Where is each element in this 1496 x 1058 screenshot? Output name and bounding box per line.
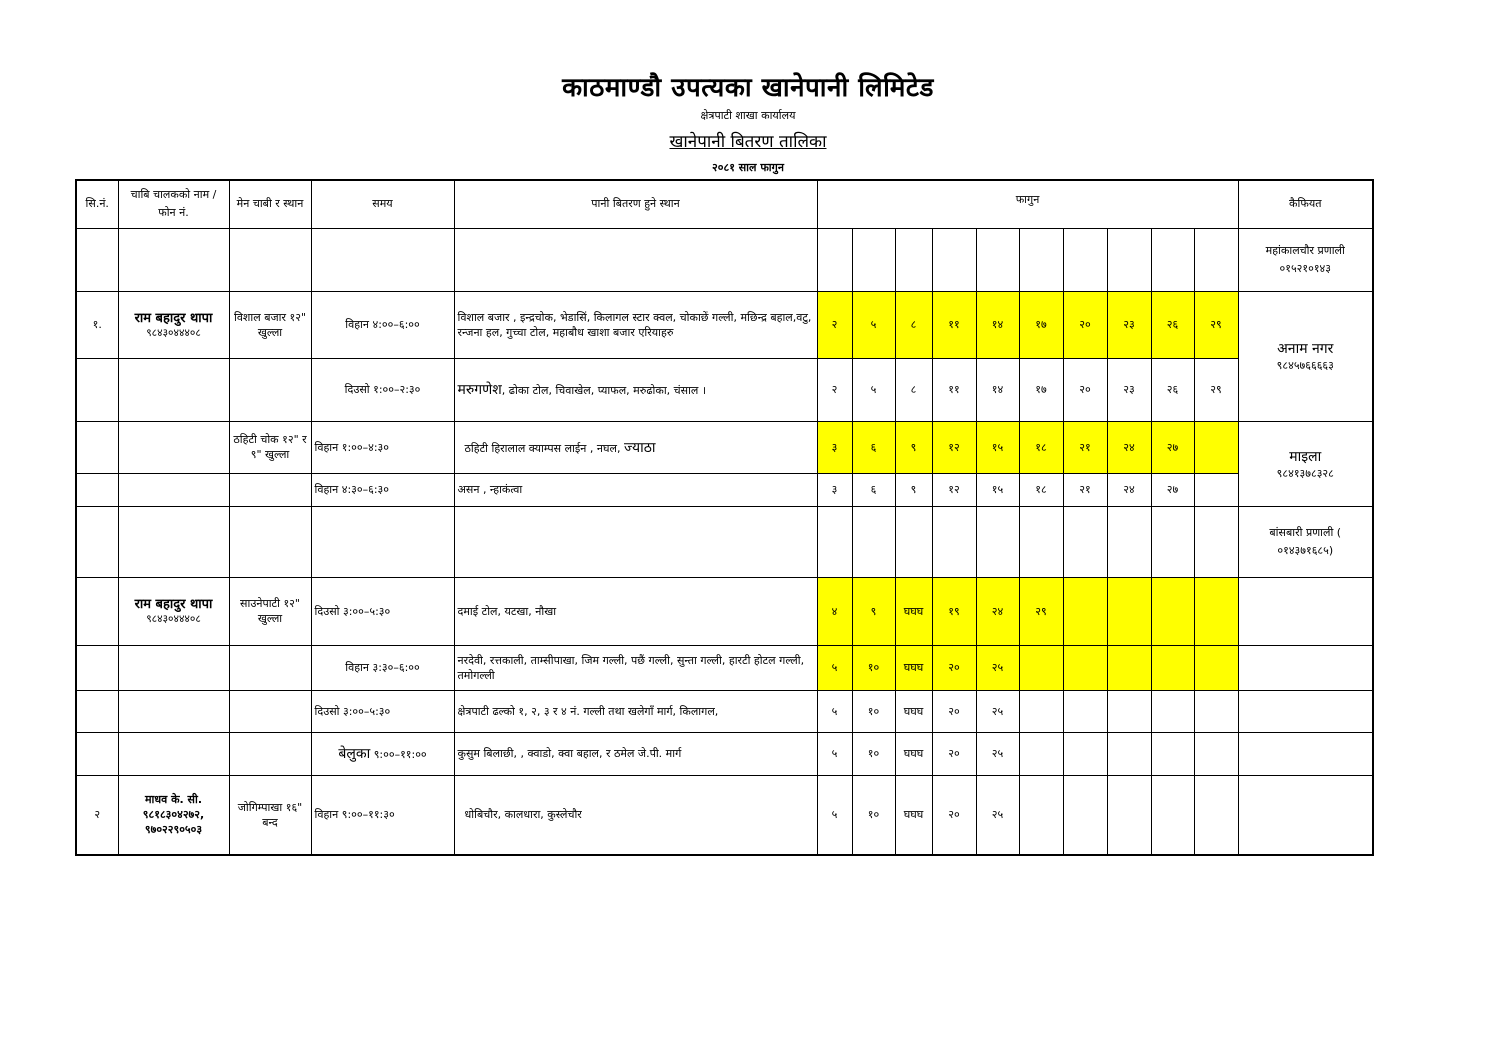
day-cell	[1107, 577, 1151, 645]
day-cell: २४	[976, 577, 1019, 645]
day-cell	[1151, 690, 1194, 732]
day-cell: घघघ	[895, 775, 932, 855]
day-cell: १८	[1019, 473, 1063, 506]
place-highlight: मरुगणेश	[457, 382, 502, 398]
day-cell	[1151, 775, 1194, 855]
operator-name: माधव के. सी.	[144, 793, 203, 807]
time-period: बेलुका	[338, 746, 371, 762]
operator-cell	[118, 775, 229, 855]
places-cell	[454, 358, 817, 421]
day-cell: २०	[1063, 291, 1107, 358]
document-title: काठमाण्डौ उपत्यका खानेपानी लिमिटेड	[562, 73, 934, 103]
operator-cell	[118, 577, 229, 645]
day-cell	[1194, 421, 1238, 473]
col-valve: मेन चाबी र स्थान	[229, 180, 311, 228]
day-cell	[1107, 775, 1151, 855]
day-cell	[1063, 690, 1107, 732]
row-sn: १.	[76, 291, 118, 358]
day-cell: २०	[932, 775, 976, 855]
day-cell	[1063, 577, 1107, 645]
operator-phone: ९८४३०४४४०८	[146, 326, 201, 339]
day-cell: घघघ	[895, 690, 932, 732]
distribution-table	[75, 179, 1374, 856]
day-cell: २६	[1151, 291, 1194, 358]
table-row	[76, 690, 1373, 732]
day-cell: २०	[932, 645, 976, 690]
system-bansbari	[1238, 506, 1373, 577]
day-cell: ५	[817, 775, 852, 855]
day-cell: १५	[976, 421, 1019, 473]
day-cell: २	[817, 291, 852, 358]
day-cell	[1107, 645, 1151, 690]
day-cell: २३	[1107, 291, 1151, 358]
day-cell: ५	[817, 690, 852, 732]
col-sn: सि.नं.	[76, 180, 118, 228]
day-cell: २१	[1063, 421, 1107, 473]
day-cell: २९	[1019, 577, 1063, 645]
places-cell: क्षेत्रपाटी ढल्को १, २, ३ र ४ नं. गल्ली तथा खलेगाँ मार्ग, किलागल,	[454, 690, 817, 732]
valve-cell: विशाल बजार १२" खुल्ला	[229, 291, 311, 358]
operator-name: राम बहादुर थापा	[134, 310, 213, 326]
day-cell: ८	[895, 291, 932, 358]
time-cell: विहान ३:३०–६:००	[311, 645, 454, 690]
places-cell: विशाल बजार , इन्द्रचोक, भेडासिं, किलागल स्टार क्वल, चोकाछें गल्ली, मछिन्द्र बहाल,वटु, रन्जना हल, गुच्चा टोल, महाबौध खाशा बजार एरियाहरु	[454, 291, 817, 358]
day-cell: ९	[852, 577, 895, 645]
day-cell: २७	[1151, 421, 1194, 473]
day-cell: २१	[1063, 473, 1107, 506]
places-text: ठहिटी हिरालाल क्याम्पस लाईन , नघल,	[464, 441, 621, 455]
header-row	[76, 180, 1373, 228]
day-cell: २५	[976, 775, 1019, 855]
day-cell: ९	[895, 473, 932, 506]
table-row	[76, 473, 1373, 506]
operator-cell	[118, 291, 229, 358]
day-cell: ११	[932, 358, 976, 421]
valve-cell: जोगिम्पाखा १६" बन्द	[229, 775, 311, 855]
day-cell: १०	[852, 732, 895, 775]
day-cell: ५	[852, 358, 895, 421]
day-cell: ११	[932, 291, 976, 358]
day-cell	[1151, 732, 1194, 775]
time-cell: दिउसो ३:००–५:३०	[311, 577, 454, 645]
places-text: , ढोका टोल, चिवाखेल, प्याफल, मरुढोका, चंसाल ।	[501, 384, 707, 397]
place-highlight: ज्याठा	[623, 439, 656, 456]
day-cell	[1063, 732, 1107, 775]
office-name: क्षेत्रपाटी शाखा कार्यालय	[700, 109, 796, 122]
places-cell: कुसुम बिलाछी, , क्वाडो, क्वा बहाल, र ठमेल जे.पी. मार्ग	[454, 732, 817, 775]
table-row	[76, 291, 1373, 358]
day-cell: २५	[976, 732, 1019, 775]
day-cell: २०	[932, 732, 976, 775]
day-cell	[1019, 690, 1063, 732]
day-cell: १४	[976, 358, 1019, 421]
day-cell: ९	[895, 421, 932, 473]
places-text: धोबिचौर, कालधारा, कुस्लेचौर	[464, 808, 582, 822]
operator-phone: ९८१८३०४२७२,	[142, 808, 205, 822]
day-cell: २०	[932, 690, 976, 732]
day-cell	[1063, 645, 1107, 690]
places-cell: नरदेवी, रत्तकाली, ताम्सीपाखा, जिम गल्ली, पछैं गल्ली, सुन्ता गल्ली, हारटी होटल गल्ली, तमोगल्ली	[454, 645, 817, 690]
day-cell: १२	[932, 473, 976, 506]
day-cell: घघघ	[895, 577, 932, 645]
system-row	[76, 506, 1373, 577]
time-cell: दिउसो १:००–२:३०	[311, 358, 454, 421]
time-cell: दिउसो ३:००–५:३०	[311, 690, 454, 732]
day-cell: १५	[976, 473, 1019, 506]
schedule-subtitle	[0, 129, 1496, 152]
col-places: पानी बितरण हुने स्थान	[454, 180, 817, 228]
day-cell	[1019, 775, 1063, 855]
day-cell: ६	[852, 473, 895, 506]
day-cell: २५	[976, 690, 1019, 732]
subtitle-text: खानेपानी बितरण तालिका	[669, 132, 827, 152]
time-cell: विहान १:००–४:३०	[311, 421, 454, 473]
day-cell: २	[817, 358, 852, 421]
remark-cell	[1238, 421, 1373, 506]
day-cell	[1194, 645, 1238, 690]
day-cell: २४	[1107, 421, 1151, 473]
day-cell: १९	[932, 577, 976, 645]
valve-cell: ठहिटी चोक १२" र ९" खुल्ला	[229, 421, 311, 473]
day-cell: घघघ	[895, 732, 932, 775]
table-row	[76, 775, 1373, 855]
remark-cell	[1238, 291, 1373, 421]
day-cell: १७	[1019, 358, 1063, 421]
col-operator: चाबि चालकको नाम / फोन नं.	[118, 180, 229, 228]
col-month: फागुन	[817, 180, 1238, 228]
day-cell	[1151, 645, 1194, 690]
day-cell: १२	[932, 421, 976, 473]
operator-phone: ९८४३०४४४०८	[146, 613, 201, 625]
schedule-period: २०८१ साल फागुन	[712, 161, 784, 174]
day-cell: २९	[1194, 291, 1238, 358]
day-cell: २५	[976, 645, 1019, 690]
valve-cell: साउनेपाटी १२" खुल्ला	[229, 577, 311, 645]
day-cell	[1194, 690, 1238, 732]
remark-name: अनाम नगर	[1277, 341, 1334, 357]
day-cell	[1107, 690, 1151, 732]
day-cell: ३	[817, 421, 852, 473]
day-cell: २६	[1151, 358, 1194, 421]
day-cell: १०	[852, 775, 895, 855]
time-cell: विहान ९:००–११:३०	[311, 775, 454, 855]
day-cell	[1194, 732, 1238, 775]
system-row	[76, 228, 1373, 291]
places-cell: दमाई टोल, यटखा, नौखा	[454, 577, 817, 645]
day-cell: १८	[1019, 421, 1063, 473]
remark-phone: ९८४१३७८३२८	[1276, 466, 1334, 480]
day-cell: ४	[817, 577, 852, 645]
day-cell	[1063, 775, 1107, 855]
row-sn: २	[76, 775, 118, 855]
time-cell	[311, 732, 454, 775]
day-cell	[1194, 473, 1238, 506]
day-cell: ५	[817, 645, 852, 690]
day-cell: २४	[1107, 473, 1151, 506]
system-name: बांसबारी प्रणाली (	[1269, 525, 1342, 539]
system-mahankal	[1238, 228, 1373, 291]
day-cell	[1107, 732, 1151, 775]
table-row	[76, 645, 1373, 690]
time-range: ९:००–११:००	[373, 748, 427, 761]
table-row	[76, 358, 1373, 421]
day-cell: ५	[817, 732, 852, 775]
day-cell: २०	[1063, 358, 1107, 421]
system-phone: ०१५२१०१४३	[1279, 261, 1331, 275]
day-cell	[1151, 577, 1194, 645]
day-cell: १४	[976, 291, 1019, 358]
table-row	[76, 577, 1373, 645]
day-cell	[1194, 577, 1238, 645]
day-cell: १०	[852, 690, 895, 732]
table-row	[76, 421, 1373, 473]
table-row	[76, 732, 1373, 775]
day-cell: ८	[895, 358, 932, 421]
day-cell	[1019, 645, 1063, 690]
col-time: समय	[311, 180, 454, 228]
day-cell: २३	[1107, 358, 1151, 421]
system-phone: ०१४३७१६८५)	[1277, 543, 1334, 557]
operator-name: राम बहादुर थापा	[134, 597, 213, 612]
day-cell	[1019, 732, 1063, 775]
time-cell: विहान ४:००–६:००	[311, 291, 454, 358]
day-cell: ५	[852, 291, 895, 358]
day-cell	[1194, 775, 1238, 855]
day-cell: १०	[852, 645, 895, 690]
day-cell: १७	[1019, 291, 1063, 358]
remark-name: माइला	[1289, 448, 1322, 465]
day-cell: ३	[817, 473, 852, 506]
system-name: महांकालचौर प्रणाली	[1265, 243, 1345, 257]
places-cell	[454, 421, 817, 473]
day-cell: ६	[852, 421, 895, 473]
places-cell: असन , न्हाकंत्वा	[454, 473, 817, 506]
remark-phone: ९८४५७६६६६३	[1276, 359, 1334, 372]
operator-phone: ९७०२२९०५०३	[144, 823, 203, 837]
day-cell: २७	[1151, 473, 1194, 506]
places-cell	[454, 775, 817, 855]
col-remarks: कैफियत	[1238, 180, 1373, 228]
day-cell: घघघ	[895, 645, 932, 690]
time-cell: विहान ४:३०–६:३०	[311, 473, 454, 506]
day-cell: २९	[1194, 358, 1238, 421]
